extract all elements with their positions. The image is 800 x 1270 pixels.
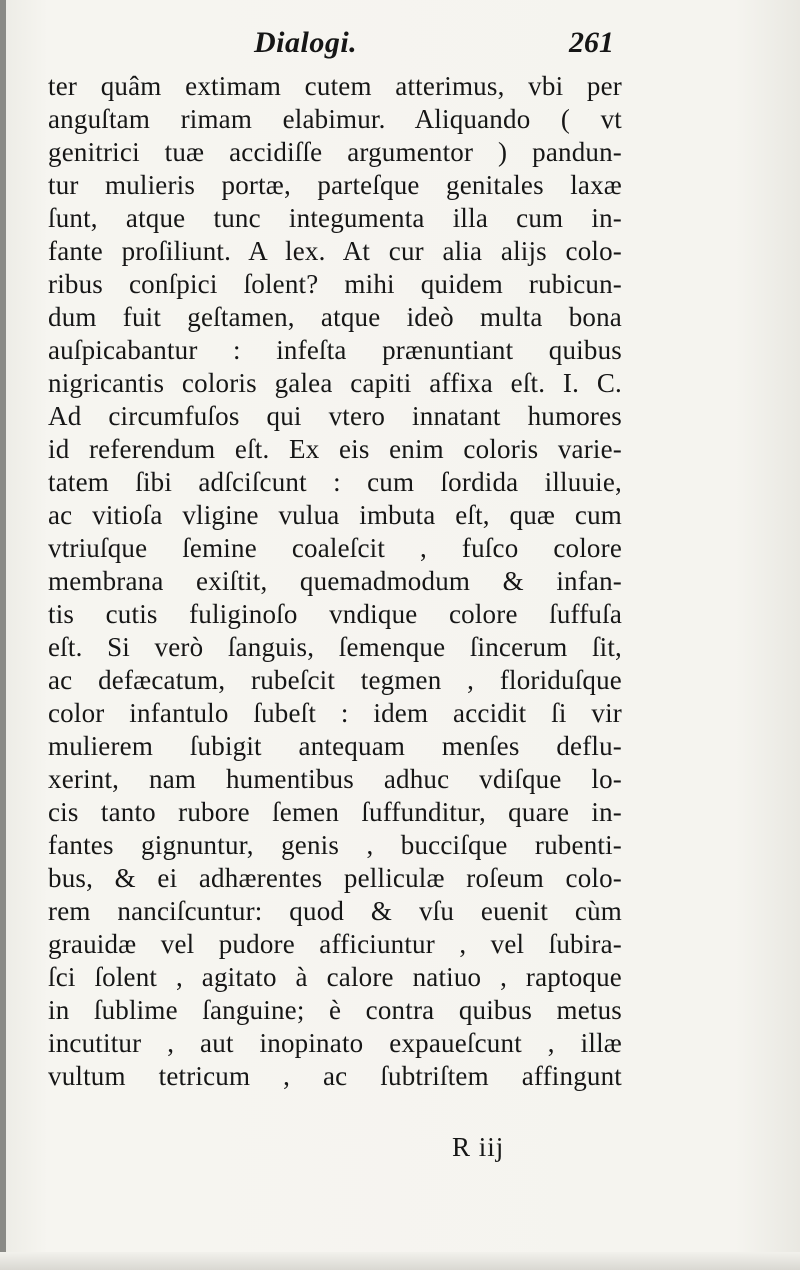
text-line: fantes gignuntur, genis , bucciſque rubenti-	[48, 830, 622, 860]
text-line: eſt. Si verò ſanguis, ſemenque ſincerum ſit,	[48, 632, 622, 662]
text-line: incutitur , aut inopinato expaueſcunt , illæ	[48, 1028, 622, 1058]
text-line: rem nanciſcuntur: quod & vſu euenit cùm	[48, 896, 622, 926]
text-line: ac defæcatum, rubeſcit tegmen , floriduſque	[48, 665, 622, 695]
text-line: genitrici tuæ accidiſſe argumentor ) pandun-	[48, 137, 622, 167]
text-line: membrana exiſtit, quemadmodum & infan-	[48, 566, 622, 596]
text-line: ſunt, atque tunc integumenta illa cum in-	[48, 203, 622, 233]
text-line: color infantulo ſubeſt : idem accidit ſi vir	[48, 698, 622, 728]
running-head: Dialogi.	[254, 26, 358, 59]
text-line: nigricantis coloris galea capiti affixa eſt. I. C.	[48, 368, 622, 398]
text-line: grauidæ vel pudore afficiuntur , vel ſubira-	[48, 929, 622, 959]
text-line: Ad circumfuſos qui vtero innatant humores	[48, 401, 622, 431]
text-line: anguſtam rimam elabimur. Aliquando ( vt	[48, 104, 622, 134]
text-line: in ſublime ſanguine; è contra quibus metus	[48, 995, 622, 1025]
text-line: tatem ſibi adſciſcunt : cum ſordida illuuie,	[48, 467, 622, 497]
text-line: dum fuit geſtamen, atque ideò multa bona	[48, 302, 622, 332]
text-line: tis cutis fuliginoſo vndique colore ſuffuſa	[48, 599, 622, 629]
text-line: cis tanto rubore ſemen ſuffunditur, quare in-	[48, 797, 622, 827]
text-line: xerint, nam humentibus adhuc vdiſque lo-	[48, 764, 622, 794]
page-number: 261	[569, 26, 614, 59]
text-line: vtriuſque ſemine coaleſcit , fuſco colore	[48, 533, 622, 563]
text-line: id referendum eſt. Ex eis enim coloris varie-	[48, 434, 622, 464]
text-line: tur mulieris portæ, parteſque genitales laxæ	[48, 170, 622, 200]
text-line: auſpicabantur : infeſta prænuntiant quibus	[48, 335, 622, 365]
signature-mark: R iij	[452, 1132, 505, 1162]
page-gutter-shadow	[0, 0, 6, 1270]
page-header	[50, 26, 620, 70]
text-line: vultum tetricum , ac ſubtriſtem affingunt	[48, 1061, 622, 1091]
body-text	[48, 70, 622, 1093]
text-line: ter quâm extimam cutem atterimus, vbi per	[48, 71, 622, 101]
text-line: bus, & ei adhærentes pelliculæ roſeum colo-	[48, 863, 622, 893]
text-line: fante proſiliunt. A lex. At cur alia alijs colo-	[48, 236, 622, 266]
text-line: ribus conſpici ſolent? mihi quidem rubicun-	[48, 269, 622, 299]
text-line: mulierem ſubigit antequam menſes deflu-	[48, 731, 622, 761]
page-bottom-edge	[0, 1252, 800, 1270]
text-line: ſci ſolent , agitato à calore natiuo , raptoque	[48, 962, 622, 992]
text-line: ac vitioſa vligine vulua imbuta eſt, quæ cum	[48, 500, 622, 530]
